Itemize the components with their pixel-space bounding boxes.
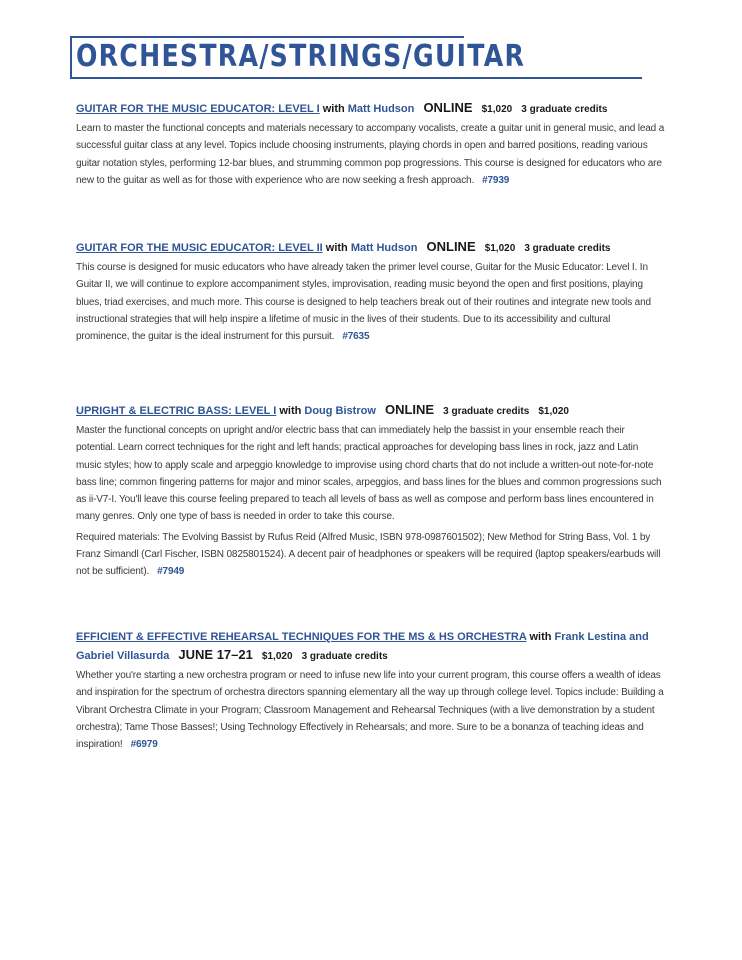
course-price: $1,020 [538, 406, 569, 417]
instructor-name: Doug Bistrow [304, 405, 376, 417]
course-number: #7949 [157, 566, 185, 578]
instructor-name: Matt Hudson [347, 103, 415, 115]
instructor-name: Frank Lestina and Gabriel Villasurda [76, 631, 649, 662]
header-underline [70, 77, 642, 79]
course-price: $1,020 [484, 243, 516, 254]
course-description: Master the functional concepts on upright and/or electric bass that can immediately help the bassist in your ensemble reach their potential. Learn correct techniques for the right and left hands; practical approaches for developing bass lines in rock, jazz and Latin music styles; how to apply scale and arpeggio knowledge to improvise using chord charts that do not include a written-out note-for-note bass line; common fingering patterns for major and minor scales, arpeggios, and bass lines for the blues and common progressions such as ii-V7-I. You'll leave this course feeling prepared to teach all levels of bass as well as compose and perform bass lines encountered in many genres. Only one type of bass is needed in order to take this course. [76, 425, 662, 523]
course-header [76, 401, 666, 421]
course-number: #6979 [130, 739, 158, 751]
course-guitar-level-1 [76, 99, 666, 189]
course-header [76, 99, 666, 119]
course-mode: ONLINE [426, 239, 476, 254]
with-label: with [322, 103, 345, 115]
course-mode: ONLINE [384, 402, 435, 417]
course-credits: 3 graduate credits [443, 406, 530, 417]
course-title-link[interactable]: GUITAR FOR THE MUSIC EDUCATOR: LEVEL I [76, 103, 320, 115]
course-mode: ONLINE [423, 100, 473, 115]
description-text: This course is designed for music educators who have already taken the primer level course, Guitar for the Music Educator: Level I. In Guitar II, we will continue to explore accompaniment styles, improvisation, reading music beyond the open and first positions, playing blues, triad exercises, and much more. This course is designed to help teachers break out of their routines and integrate new tools and instructional strategies that will help inspire a lifetime of music in the lives of their students. Due to its accessibility and cultural prominence, the guitar is the ideal instrument for this pursuit. [76, 262, 651, 343]
course-title-link[interactable]: EFFICIENT & EFFECTIVE REHEARSAL TECHNIQUES FOR THE MS & HS ORCHESTRA [76, 631, 527, 643]
section-header [70, 36, 642, 78]
required-materials-text: Required materials: The Evolving Bassist by Rufus Reid (Alfred Music, ISBN 978-0987601502); New Method for String Bass, Vol. 1 by Franz Simandl (Carl Fischer, ISBN 0825801524). A decent pair of headphones or speakers will be required (laptop speakers/earbuds will not be sufficient). [76, 531, 661, 578]
course-description [76, 120, 666, 189]
description-text: Learn to master the functional concepts and materials necessary to accompany vocalists, create a guitar unit in general music, and lead a successful guitar class at any level. Topics include choosing instruments, playing chords in open and barred positions, reading various guitar notation styles, performing 12-bar blues, and strumming common pop progressions. This course is designed for educators who are new to the guitar as well as for those with experience who are now seeking a fresh approach. [76, 123, 665, 186]
course-rehearsal-techniques [76, 628, 666, 753]
course-description [76, 667, 666, 753]
required-materials [76, 529, 666, 581]
course-dates: JUNE 17–21 [178, 647, 253, 662]
course-price: $1,020 [481, 104, 513, 115]
course-number: #7939 [482, 174, 510, 186]
course-number: #7635 [342, 331, 370, 343]
course-price: $1,020 [261, 651, 293, 662]
course-credits: 3 graduate credits [524, 243, 611, 254]
description-text: Whether you're starting a new orchestra program or need to infuse new life into your current program, this course offers a wealth of ideas and inspiration for the spectrum of orchestra directors spanning elementary all the way up through college level. Topics include: Building a Vibrant Orchestra Climate in your Program; Classroom Management and Rehearsal Techniques (with a live demonstration by a student orchestra); Tame Those Basses!; Using Technology Effectively in Rehearsals; and more. Sure to be a bonanza of teaching ideas and inspiration! [76, 670, 664, 751]
with-label: with [325, 242, 348, 254]
course-guitar-level-2 [76, 238, 666, 345]
page-title: ORCHESTRA/STRINGS/GUITAR [76, 39, 526, 74]
course-bass-level-1 [76, 401, 666, 581]
course-title-link[interactable]: GUITAR FOR THE MUSIC EDUCATOR: LEVEL II [76, 242, 323, 254]
course-credits: 3 graduate credits [301, 651, 388, 662]
course-credits: 3 graduate credits [521, 104, 608, 115]
with-label: with [529, 631, 552, 643]
course-header [76, 628, 666, 666]
course-description [76, 259, 666, 345]
course-header [76, 238, 666, 258]
course-title-link[interactable]: UPRIGHT & ELECTRIC BASS: LEVEL I [76, 405, 277, 417]
with-label: with [279, 405, 302, 417]
instructor-name: Matt Hudson [350, 242, 418, 254]
